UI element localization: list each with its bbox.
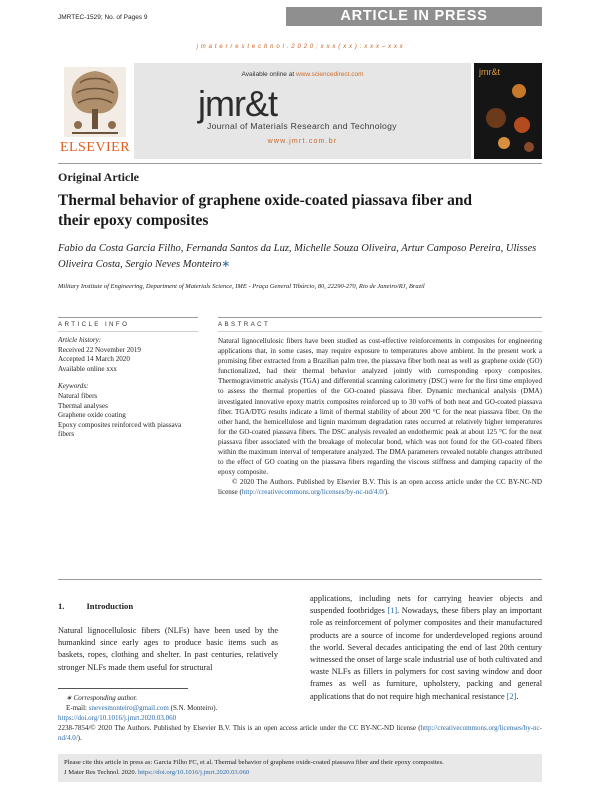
authors-text: Fabio da Costa Garcia Filho, Fernanda Santos da Luz, Michelle Souza Oliveira, Artur Camposo Pereira, Ulisses Oliveira Costa, Sergio Neves Monteiro	[58, 243, 537, 270]
keyword-item: Thermal analyses	[58, 401, 108, 410]
article-title: Thermal behavior of graphene oxide-coated piassava fiber and their epoxy composites	[58, 192, 473, 229]
history-received: Received 22 November 2019	[58, 345, 141, 354]
corresponding-author-mark[interactable]: ∗	[221, 258, 231, 270]
abstract-heading: ABSTRACT	[218, 321, 271, 328]
introduction-heading	[58, 601, 133, 611]
keyword-item: Natural fibers	[58, 391, 98, 400]
keyword-item: Epoxy composites reinforced with piassava fibers	[58, 420, 182, 439]
issn-end: ).	[77, 734, 82, 742]
abstract-bottom-rule	[58, 579, 542, 580]
corresponding-author-note: ∗ Corresponding author.	[66, 694, 138, 702]
article-info-subrule	[58, 331, 198, 332]
abstract-body	[218, 336, 542, 498]
footnotes	[58, 693, 542, 743]
cite-this-article-box	[58, 754, 542, 782]
article-info	[58, 336, 198, 440]
manuscript-id: JMRTEC-1529; No. of Pages 9	[58, 14, 148, 21]
history-label: Article history:	[58, 336, 102, 344]
header-rule	[58, 163, 542, 164]
article-in-press-banner: ARTICLE IN PRESS	[286, 7, 542, 26]
cite-line-2	[64, 768, 536, 778]
keywords-label: Keywords:	[58, 382, 89, 391]
introduction-left-column: Natural lignocellulosic fibers (NLFs) have been used by the humankind since early ages to produce basic items such as baskets, ropes, clothing and shelter. In past centuries, relatively stronger NLFs made them useful for structural	[58, 626, 278, 672]
intro-text-a: applications, including nets for carrying heavier objects and suspended footbridges	[310, 594, 542, 616]
reference-link[interactable]: [1]	[387, 606, 398, 616]
journal-citation-line: j m a t e r r e s t e c h n o l . 2 0 2 0 ; x x x ( x x ) : x x x – x x x	[196, 44, 404, 50]
author-list	[58, 241, 542, 272]
footnote-rule	[58, 688, 188, 689]
abstract-copyright	[218, 477, 542, 497]
email-name: (S.N. Monteiro).	[168, 704, 218, 712]
copyright-end: ).	[384, 488, 389, 497]
issn-line	[58, 723, 542, 743]
section-number: 1.	[58, 601, 65, 611]
abstract-rule	[218, 317, 542, 318]
cover-logo-text: jmr&t	[479, 67, 500, 77]
section-title: Introduction	[86, 601, 134, 611]
publisher-name: ELSEVIER	[59, 140, 131, 155]
article-info-rule	[58, 317, 198, 318]
footnote-license-link[interactable]: http://creativecommons.org/licenses/by-nc-nd/4.0/	[58, 724, 542, 742]
intro-text-c: .	[516, 691, 519, 701]
email-line	[58, 703, 542, 713]
keyword-item: Graphene oxide coating	[58, 411, 126, 420]
cite-line-1: Please cite this article in press as: Garcia Filho FC, et al. Thermal behavior of graphene oxide-coated piassava fiber and their epoxy composites.	[64, 759, 444, 766]
copyright-text: © 2020 The Authors. Published by Elsevier B.V. This is an open access article under the CC BY-NC-ND license (	[218, 478, 542, 497]
journal-url[interactable]: www.jmrt.com.br	[267, 138, 338, 145]
reference-link[interactable]: [2]	[506, 691, 517, 701]
article-type: Original Article	[58, 170, 139, 184]
issn-text: 2238-7854/© 2020 The Authors. Published by Elsevier B.V. This is an open access article under the CC BY-NC-ND license (	[58, 724, 421, 732]
doi-link[interactable]: https://doi.org/10.1016/j.jmrt.2020.03.060	[58, 714, 177, 722]
cite-doi-link[interactable]: https://doi.org/10.1016/j.jmrt.2020.03.060	[137, 769, 250, 776]
email-link[interactable]: snevesmonteiro@gmail.com	[88, 704, 169, 712]
email-label: E-mail:	[66, 704, 89, 712]
sciencedirect-link[interactable]: www.sciencedirect.com	[295, 71, 364, 78]
intro-text-b: . Nowadays, these fibers play an important role as reinforcement of polymer composites and their manufactured products are a source of income for underdeveloped regions around the world. Several decades anticipating the end of last 20th century witnessed the onset of large scale industrial use of both cultivated and waste NLFs as fillers in polymers for cost saving window and door frames as well as furniture, upholstery, packing and general applications that do not require high mechanical resistance	[310, 606, 542, 701]
history-accepted: Accepted 14 March 2020	[58, 355, 130, 364]
journal-logo: jmr&t	[198, 83, 277, 124]
license-link[interactable]: http://creativecommons.org/licenses/by-nc-nd/4.0/	[241, 488, 385, 497]
introduction-right-column	[310, 593, 542, 703]
abstract-subrule	[218, 331, 542, 332]
cite-journal: J Mater Res Technol. 2020.	[64, 769, 138, 776]
affiliation: Military Institute of Engineering, Department of Materials Science, IME - Praça General Tibúrcio, 80, 22290-270, Rio de Janeiro/RJ, Brazil	[58, 283, 425, 290]
article-info-heading: ARTICLE INFO	[58, 321, 130, 328]
history-online: Available online xxx	[58, 364, 117, 373]
abstract-text: Natural lignocellulosic fibers have been studied as cost-effective reinforcements in composites for engineering applications that, in some cases, may require exposure to temperatures above ambient. In the present work a promising fiber extracted from a Brazilian palm tree, the piassava fiber both neat as well as graphene oxide (GO) functionalized, had their thermal behavior analyzed jointly with corresponding epoxy composites. Thermogravimetric analysis (TGA) and differential scanning calorimetry (DSC) were for the first time employed to assess the thermal properties of the GO-coated piassava fiber. Dynamic mechanical analysis (DMA) investigated innovative epoxy matrix composites reinforced up to 30 vol% of both neat and GO-coated piassava fiber. TGA/DTG results indicate a limit of thermal stability of about 200 °C for the neat piassava fiber. On the other hand, the hemicellulose and lignin maximum degradation rates occurred at relatively higher temperatures for the GO-coated piassava fibers. The DSC analysis revealed an endothermic peak at about 125 °C for the neat piassava fiber associated with the breakage of molecular bond, which was not found for the GO-coated fibers within the maximum interval of temperature analyzed. The DMA parameters revealed notable changes attributed to the effect of GO coating on the piassava fibers regarding the viscous stiffness and damping capacity of the epoxy composite.	[218, 337, 542, 477]
journal-cover-image	[474, 63, 542, 159]
journal-full-name: Journal of Materials Research and Technology	[207, 121, 397, 131]
available-online	[134, 71, 471, 78]
available-prefix: Available online at	[241, 71, 296, 78]
